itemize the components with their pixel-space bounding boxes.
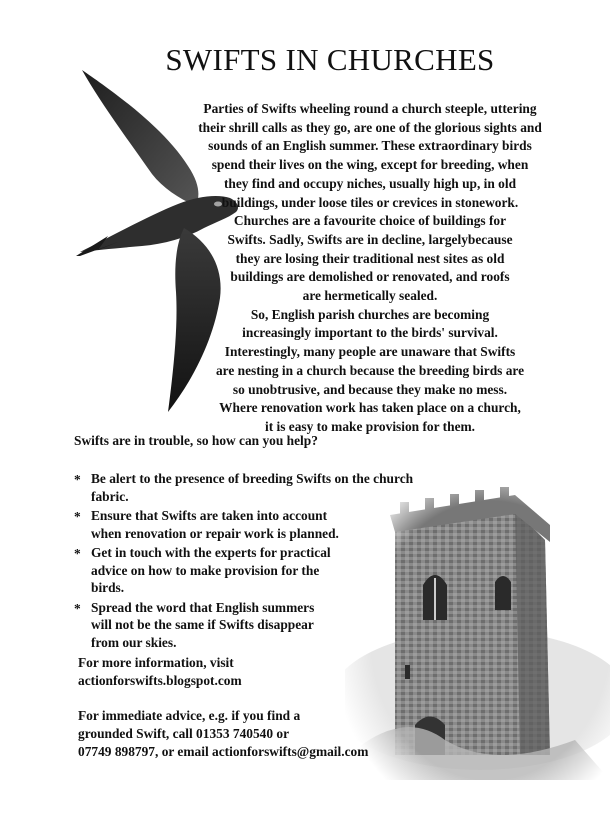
intro-line: sounds of an English summer. These extraordinary birds [208,138,532,154]
intro-line: it is easy to make provision for them. [264,418,476,434]
tip-line: Spread the word that English summers [91,599,315,615]
intro-line: Swifts. Sadly, Swifts are in decline, largelybecause [227,231,513,247]
intro-paragraph [150,100,590,437]
intro-line: are nesting in a church because the breeding birds are [215,362,525,378]
intro-line: increasingly important to the birds' survival. [242,325,498,341]
intro-line: Parties of Swifts wheeling round a church steeple, uttering [203,101,537,116]
more-info [78,654,242,690]
bullet-star-icon: * [74,472,81,487]
bullet-star-icon: * [74,600,81,616]
help-question: Swifts are in trouble, so how can you help? [74,433,318,448]
tip-line: Be alert to the presence of breeding Swifts on the church [91,471,414,486]
intro-line: Where renovation work has taken place on a church, [219,400,521,416]
website-link[interactable]: actionforswifts.blogspot.com [78,673,242,688]
intro-line: buildings, under loose tiles or crevices in stonework. [221,194,519,210]
bullet-star-icon: * [74,509,81,524]
page-title: SWIFTS IN CHURCHES [165,42,495,77]
intro-line: their shrill calls as they go, are one of the glorious sights and [198,119,542,135]
intro-line: so unobtrusive, and because they make no mess. [232,381,508,397]
bullet-star-icon: * [74,546,81,561]
tip-line: Get in touch with the experts for practical [91,545,331,560]
intro-line: Interestingly, many people are unaware that Swifts [224,344,516,360]
intro-line: Churches are a favourite choice of buildings for [233,213,507,229]
tip-line: birds. [91,580,125,595]
advice-line: 07749 898797, or email actionforswifts@gmail.com [78,744,369,759]
tip-line: when renovation or repair work is planned. [91,525,339,541]
intro-line: spend their lives on the wing, except for breeding, when [211,157,529,173]
advice-line: For immediate advice, e.g. if you find a [78,708,301,723]
intro-line: buildings are demolished or renovated, and roofs [230,269,510,285]
tips-list [74,470,413,653]
tip-item [74,599,413,652]
tip-line: fabric. [91,488,129,504]
tip-line: Ensure that Swifts are taken into account [91,508,328,523]
tip-line: will not be the same if Swifts disappear [91,617,314,632]
tip-item [74,544,413,597]
intro-line: So, English parish churches are becoming [250,306,490,322]
contact-advice [78,707,368,761]
intro-line: they find and occupy niches, usually high up, in old [223,175,517,191]
intro-line: they are losing their traditional nest sites as old [235,250,505,266]
tip-line: advice on how to make provision for the [91,562,320,578]
tip-item [74,507,413,542]
intro-line: are hermetically sealed. [302,288,438,304]
advice-line: grounded Swift, call 01353 740540 or [78,726,290,741]
more-info-line: For more information, visit [78,655,234,670]
tip-item [74,470,413,505]
tip-line: from our skies. [91,634,177,650]
